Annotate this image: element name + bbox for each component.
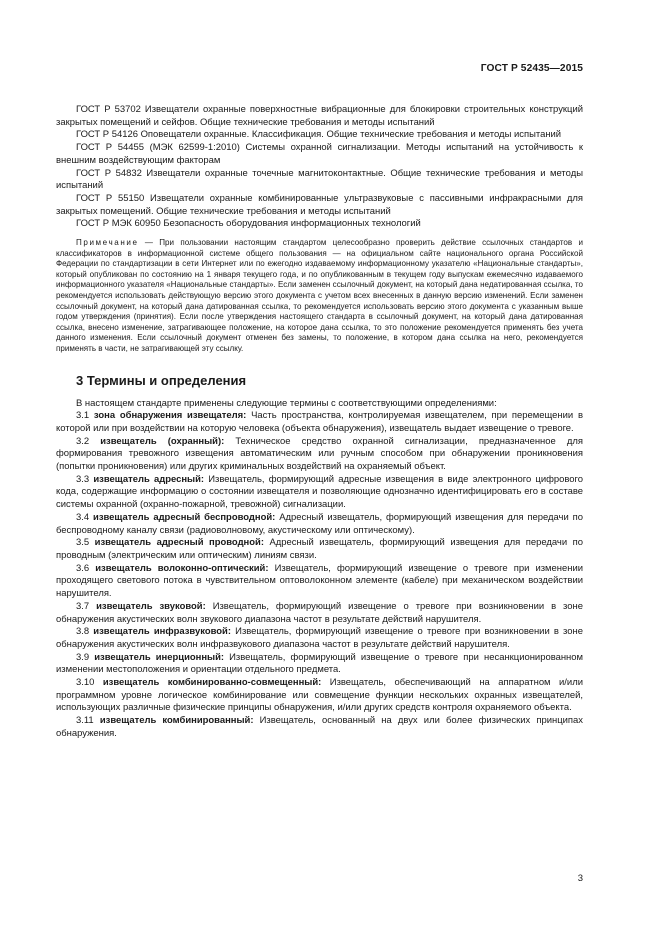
- term-definition: [56, 677, 583, 715]
- note-label: Примечание: [76, 238, 139, 248]
- term-text: Адресный извещатель, формирующий извещения для передачи по беспроводному каналу связи (радиоволновому, акустическому или оптическому).: [56, 511, 583, 536]
- note-paragraph: [56, 238, 583, 355]
- term-number: 3.1: [76, 410, 94, 422]
- reference-item: ГОСТ Р 55150 Извещатели охранные комбинированные ультразвуковые с пассивными инфракрасными для закрытых помещений. Общие технические требования и методы испытаний: [56, 192, 583, 217]
- term-text: Извещатель, обеспечивающий на аппаратном и/или программном уровне логическое комбинирование или совмещение функции нескольких охранных извещателей, использующих различные физические принципы обнаружения, и/или других средств контроля охраняемого объекта.: [56, 677, 583, 714]
- term-definition: [56, 652, 583, 677]
- term-number: 3.5: [76, 537, 95, 549]
- term-name: извещатель комбинированный:: [99, 715, 254, 727]
- section-title: 3 Термины и определения: [76, 372, 247, 388]
- term-name: извещатель звуковой:: [96, 600, 206, 612]
- term-number: 3.3: [76, 473, 94, 485]
- term-definition: [56, 715, 583, 740]
- term-definition: [56, 626, 583, 651]
- term-number: 3.8: [76, 626, 94, 638]
- term-name: зона обнаружения извещателя:: [93, 410, 247, 422]
- term-definition: [56, 512, 583, 537]
- term-text: Извещатель, формирующий извещение о тревоге при несанкционированном изменении местоположения и ориентации отдельного предмета.: [56, 651, 584, 676]
- reference-item: ГОСТ Р 54455 (МЭК 62599-1:2010) Системы охранной сигнализации. Методы испытаний на устойчивость к внешним воздействующим факторам: [56, 142, 583, 166]
- term-definition: [56, 537, 583, 562]
- term-text: Часть пространства, контролируемая извещателем, при перемещении в которой или при воздействии на которую человека (объекта обнаружения), извещатель выдает извещение о тревоге.: [56, 410, 583, 434]
- term-number: 3.7: [76, 600, 97, 612]
- reference-item: ГОСТ Р 53702 Извещатели охранные поверхностные вибрационные для блокировки строительных конструкций закрытых помещений и сейфов. Общие технические требования и методы испытаний: [56, 104, 583, 128]
- term-name: извещатель адресный:: [93, 473, 205, 485]
- term-definition: [56, 436, 583, 474]
- page-number: 3: [577, 873, 583, 884]
- term-definition: [56, 474, 583, 512]
- term-name: извещатель инфразвуковой:: [93, 626, 231, 638]
- term-text: Техническое средство охранной сигнализации, предназначенное для формирования тревожного извещения автоматическим или ручным способом при обнаружении проникновения (попытки проникновения) или других криминальных воздействий на охраняемый объект.: [56, 435, 583, 473]
- term-definition: [56, 601, 583, 626]
- term-text: Извещатель, формирующий извещение о тревоге при изменении проходящего светового потока в чувствительном оптоволоконном элементе (кабеле) при механическом воздействии нарушителя.: [56, 562, 584, 600]
- term-number: 3.6: [76, 562, 96, 574]
- term-definition: [56, 563, 583, 601]
- term-text: Извещатель, формирующий извещение о тревоге при возникновении в зоне обнаружения акустических волн инфразвукового диапазона частот в результате действий нарушителя.: [56, 626, 583, 650]
- term-number: 3.2: [76, 435, 101, 447]
- page-body: [56, 104, 583, 741]
- note-text: — При пользовании настоящим стандартом целесообразно проверить действие ссылочных стандартов и классификаторов в информационной системе общего пользования — на официальном сайте национального органа Российской Федерации по стандартизации в сети Интернет или по ежегодно издаваемому информационному указателю «Национальные стандарты», который опубликован по состоянию на 1 января текущего года, и по опубликованным в текущем году выпускам ежемесячно издаваемого информационного указателя «Национальные стандарты». Если заменен ссылочный документ, на который дана недатированная ссылка, то рекомендуется использовать действующую версию этого документа с учетом всех внесенных в данную версию изменений. Если заменен ссылочный документ, на который дана датированная ссылка, то рекомендуется использовать версию этого документа с указанным выше годом утверждения (принятия). Если после утверждения настоящего стандарта в ссылочный документ, на который дана датированная ссылка, внесено изменение, затрагивающее положение, на которое дана ссылка, то это положение рекомендуется применять без учета данного изменения. Если ссылочный документ отменен без замены, то положение, в котором дана ссылка на него, рекомендуется применять в части, не затрагивающей эту ссылку.: [56, 238, 583, 353]
- term-text: Извещатель, основанный на двух или более физических принципах обнаружения.: [56, 715, 583, 739]
- term-name: извещатель адресный беспроводной:: [93, 511, 276, 523]
- document-id-header: ГОСТ Р 52435—2015: [480, 63, 583, 74]
- term-name: извещатель комбинированно-совмещенный:: [102, 677, 322, 689]
- term-number: 3.9: [76, 651, 95, 663]
- term-name: извещатель волоконно-оптический:: [95, 562, 269, 574]
- term-name: извещатель инерционный:: [94, 651, 225, 663]
- reference-item: ГОСТ Р МЭК 60950 Безопасность оборудования информационных технологий: [76, 218, 421, 230]
- reference-item: ГОСТ Р 54126 Оповещатели охранные. Классификация. Общие технические требования и методы испытаний: [76, 129, 562, 141]
- reference-item: ГОСТ Р 54832 Извещатели охранные точечные магнитоконтактные. Общие технические требования и методы испытаний: [56, 167, 583, 192]
- term-text: Извещатель, формирующий адресные извещения в виде электронного цифрового кода, содержащие информацию о состоянии извещателя и позволяющие однозначно идентифицировать его в составе системы охранной (охранно-пожарной, тревожной) сигнализации.: [56, 473, 583, 511]
- section-intro: В настоящем стандарте применены следующие термины с соответствующими определениями:: [76, 397, 497, 409]
- term-definition: [56, 410, 583, 435]
- term-name: извещатель (охранный):: [100, 435, 225, 447]
- term-number: 3.11: [76, 715, 100, 727]
- term-name: извещатель адресный проводной:: [94, 537, 264, 549]
- term-text: Извещатель, формирующий извещение о тревоге при возникновении в зоне обнаружения акустических волн звукового диапазона частот в результате действий нарушителя.: [56, 600, 583, 625]
- term-number: 3.10: [76, 677, 103, 689]
- term-text: Адресный извещатель, формирующий извещения для передачи по проводным (электрическим или оптическим) линиям связи.: [56, 537, 583, 561]
- term-number: 3.4: [76, 511, 94, 523]
